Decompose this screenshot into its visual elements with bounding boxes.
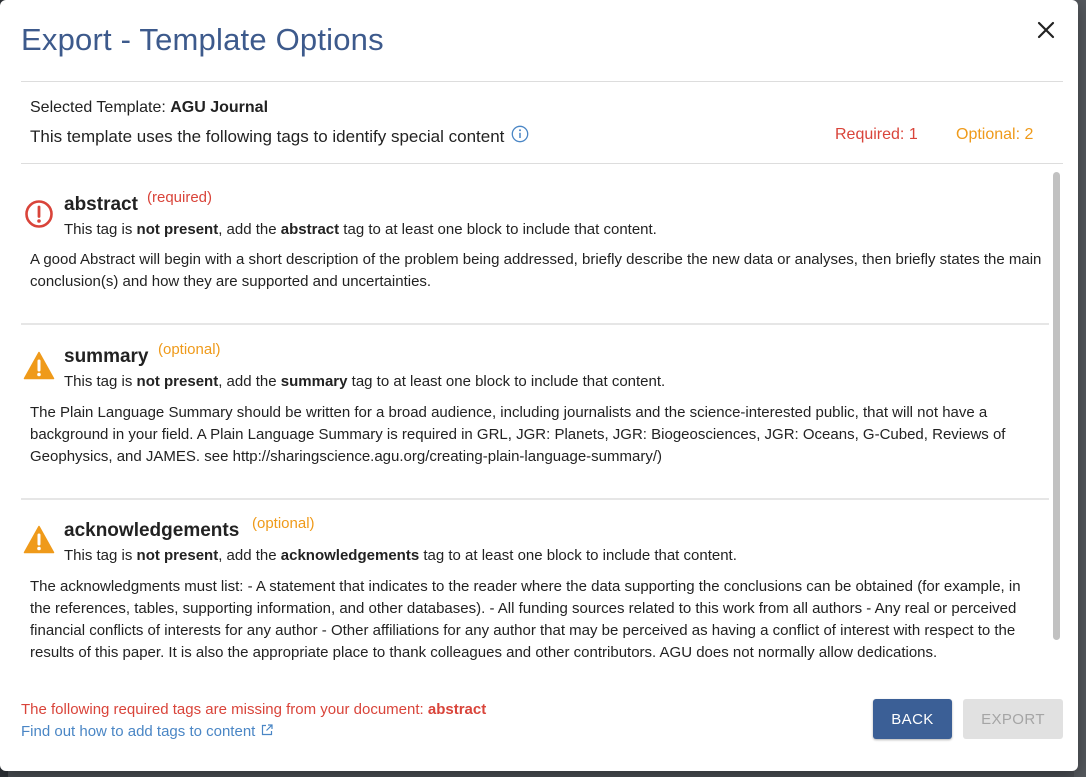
template-tags-intro-text: This template uses the following tags to identify special content bbox=[30, 127, 505, 146]
tag-description: The Plain Language Summary should be written for a broad audience, including journalists and the science-interested public, that will not have a background in your field. A Plain Language Summary is required in GRL, JGR: Planets, JGR: Biogeosciences, JGR: Oceans, G-Cubed, Reviews of Geophysics, and JAMES. see http://sharingscience.agu.org/creating-plain-language-summary/) bbox=[30, 404, 1006, 465]
missing-tags-list: abstract bbox=[427, 701, 487, 718]
tag-name: acknowledgements bbox=[64, 520, 240, 541]
close-icon bbox=[1037, 21, 1055, 39]
tag-badge-optional: (optional) bbox=[158, 341, 221, 358]
tag-list[interactable] bbox=[21, 164, 1063, 679]
tag-status: This tag is not present, add the summary tag to at least one block to include that content. bbox=[64, 373, 666, 390]
tag-item-abstract bbox=[21, 164, 1049, 325]
warning-triangle-icon bbox=[23, 524, 55, 556]
selected-template-label: Selected Template: bbox=[30, 99, 171, 116]
template-tags-intro bbox=[30, 127, 529, 147]
warning-triangle-icon bbox=[23, 350, 55, 382]
header-divider bbox=[21, 81, 1063, 82]
close-button[interactable] bbox=[1034, 18, 1058, 42]
optional-count: Optional: 2 bbox=[956, 126, 1034, 143]
add-tags-help-link[interactable] bbox=[21, 723, 273, 740]
external-link-icon bbox=[261, 723, 273, 735]
tag-description: A good Abstract will begin with a short description of the problem being addressed, briefly describe the new data or analyses, then briefly states the main conclusion(s) and how they are supported and uncertainties. bbox=[30, 251, 1042, 290]
error-circle-icon bbox=[23, 198, 55, 230]
missing-tags-warning bbox=[21, 701, 486, 718]
tag-item-summary bbox=[21, 325, 1049, 500]
selected-template-name: AGU Journal bbox=[170, 99, 269, 116]
export-button[interactable]: EXPORT bbox=[963, 699, 1063, 739]
tag-name: abstract bbox=[64, 194, 138, 215]
required-count: Required: 1 bbox=[835, 126, 918, 143]
tag-badge-optional: (optional) bbox=[252, 515, 315, 532]
tag-badge-required: (required) bbox=[147, 189, 213, 206]
tag-list-scrollbar-thumb[interactable] bbox=[1053, 172, 1060, 640]
back-button[interactable]: BACK bbox=[873, 699, 952, 739]
tag-description: The acknowledgments must list: - A statement that indicates to the reader where the data supporting the conclusions can be obtained (for example, in the references, tables, supporting information, and other databases). - All funding sources related to this work from all authors - Any real or perceived financial conflicts of interests for any author - Other affiliations for any author that may be perceived as having a conflict of interest with respect to the results of this paper. It is also the appropriate place to thank colleagues and other contributors. AGU does not normally allow dedications. bbox=[30, 578, 1021, 661]
help-link-text: Find out how to add tags to content bbox=[21, 723, 256, 740]
tag-item-acknowledgements bbox=[21, 500, 1049, 679]
info-circle-icon[interactable] bbox=[511, 125, 529, 143]
selected-template-line bbox=[30, 99, 268, 117]
dialog-title: Export - Template Options bbox=[21, 22, 384, 57]
missing-tags-text: The following required tags are missing from your document: bbox=[21, 701, 428, 718]
tag-status: This tag is not present, add the abstract tag to at least one block to include that content. bbox=[64, 221, 657, 238]
tag-name: summary bbox=[64, 346, 149, 367]
tag-status: This tag is not present, add the acknowledgements tag to at least one block to include that content. bbox=[64, 547, 737, 564]
